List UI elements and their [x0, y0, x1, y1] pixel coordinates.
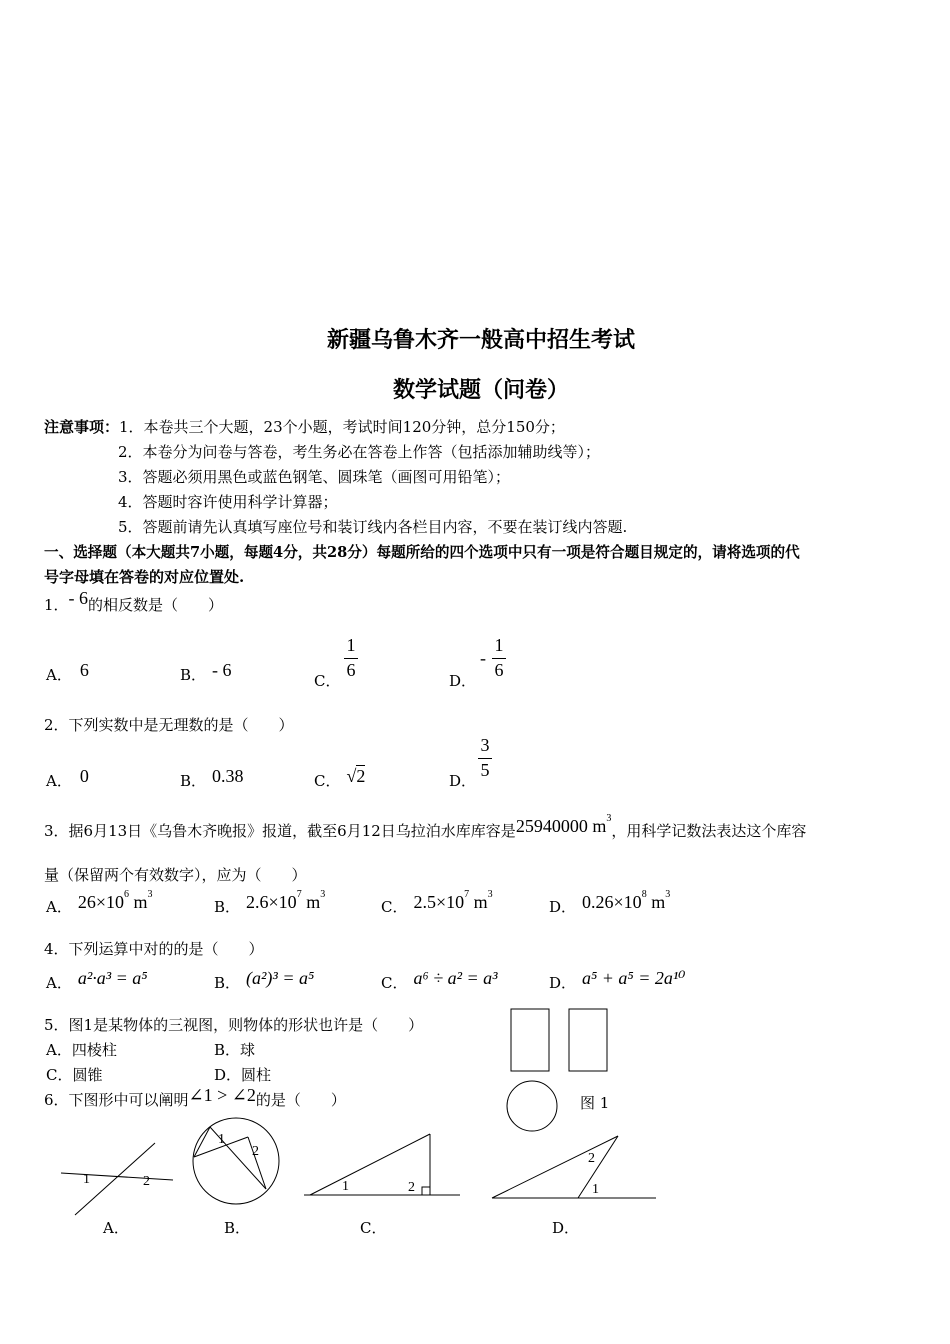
question-3-line-1: 3．据6月13日《乌鲁木齐晚报》报道，截至6月12日乌拉泊水库库容是25940000 $m^3$，用科学记数法表达这个库容 [44, 813, 807, 840]
figure-1-caption: 图 1 [580, 1094, 610, 1112]
notice-item: 3．答题必须用黑色或蓝色钢笔、圆珠笔（画图可用铅笔）； [118, 468, 511, 486]
question-3-line-2: 量（保留两个有效数字），应为（ ） [44, 866, 307, 884]
q5-option-b[interactable]: B．球 [214, 1041, 256, 1059]
q1-expression: - 6 [68, 588, 89, 608]
q6-option-d[interactable]: D． [552, 1219, 580, 1237]
q3-option-b[interactable]: B． $2.6\times 10^7$ $m^3$ [214, 889, 326, 916]
angle-2-label: 2 [252, 1144, 259, 1159]
top-view [507, 1081, 557, 1131]
figure-c [300, 1130, 465, 1200]
question-1: 1．- 6的相反数是（ ） [44, 588, 224, 614]
q2-option-d[interactable]: D． [449, 772, 477, 790]
q2-option-d-fraction: 3 5 [478, 736, 492, 781]
sqrt-icon: √ [346, 766, 357, 786]
q1-option-c[interactable]: C． [314, 672, 341, 690]
q2-option-a[interactable]: A． 0 [46, 766, 89, 790]
q3-option-d[interactable]: D． $0.26\times 10^8$ $m^3$ [549, 889, 671, 916]
q4-option-b[interactable]: B． (a²)³ = a⁵ [214, 968, 315, 992]
exam-title: 新疆乌鲁木齐一般高中招生考试 [326, 328, 635, 353]
q6-option-a[interactable]: A． [103, 1219, 129, 1237]
question-4: 4．下列运算中对的的是（ ） [44, 940, 264, 958]
notice-item: 1．本卷共三个大题，23个小题，考试时间120分钟，总分150分； [119, 418, 565, 436]
q4-option-d[interactable]: D． a⁵ + a⁵ = 2a¹⁰ [549, 968, 686, 992]
angle-1-label: 1 [592, 1182, 599, 1197]
notice-item: 5．答题前请先认真填写座位号和装订线内各栏目内容，不要在装订线内答题. [118, 518, 628, 536]
exam-subtitle: 数学试题（问卷） [392, 378, 569, 403]
right-angle-marker [422, 1187, 430, 1195]
question-5: 5．图1是某物体的三视图，则物体的形状也许是（ ） [44, 1016, 424, 1034]
figure-b [190, 1115, 290, 1215]
figure-a [55, 1135, 185, 1225]
angle-2-label: 2 [408, 1180, 415, 1195]
circle [193, 1118, 279, 1204]
q3-option-a[interactable]: A． $26\times 10^6$ $m^3$ [46, 889, 153, 916]
q2-option-b[interactable]: B． 0.38 [180, 766, 244, 790]
notice-line-1 [44, 416, 565, 437]
section-heading: 号字母填在答卷的对应位置处. [44, 568, 245, 586]
notice-label: 注意事项： [44, 418, 120, 436]
q1-option-a[interactable]: A． 6 [46, 660, 89, 684]
q1-option-d[interactable]: D． [449, 672, 477, 690]
q6-option-b[interactable]: B． [224, 1219, 251, 1237]
figure-d [488, 1132, 663, 1202]
side-view [569, 1009, 607, 1071]
angle-1-label: 1 [83, 1172, 90, 1187]
angle-1-label: 1 [218, 1132, 225, 1147]
line-1 [61, 1173, 173, 1180]
q4-option-a[interactable]: A． a²·a³ = a⁵ [46, 968, 148, 992]
q5-option-a[interactable]: A．四棱柱 [46, 1041, 117, 1059]
notice-item: 2．本卷分为问卷与答卷，考生务必在答卷上作答（包括添加辅助线等）； [118, 443, 601, 461]
q5-option-d[interactable]: D．圆柱 [214, 1066, 272, 1084]
q1-option-b[interactable]: B． - 6 [180, 660, 232, 684]
angle-2-label: 2 [143, 1174, 150, 1189]
q2-option-c[interactable]: C． √2 [314, 766, 366, 790]
q5-option-c[interactable]: C．圆锥 [46, 1066, 103, 1084]
question-2: 2．下列实数中是无理数的是（ ） [44, 716, 294, 734]
notice-item: 4．答题时容许使用科学计算器； [118, 493, 338, 511]
q3-option-c[interactable]: C． $2.5\times 10^7$ $m^3$ [381, 889, 493, 916]
q1-option-c-fraction: 1 6 [344, 636, 358, 681]
section-heading: 一、选择题（本大题共7小题，每题4分，共28分）每题所给的四个选项中只有一项是符合题目规定的，请将选项的代 [44, 544, 800, 561]
angle-2-label: 2 [588, 1151, 595, 1166]
front-view [511, 1009, 549, 1071]
three-view-figure [500, 1005, 620, 1135]
q1-option-d-fraction: 1 6 [492, 636, 506, 681]
angle-1-label: 1 [342, 1179, 349, 1194]
q6-option-c[interactable]: C． [360, 1219, 387, 1237]
question-6: 6．下图形中可以阐明∠1 > ∠2的是（ ） [44, 1085, 346, 1109]
q1-option-d-sign: - [480, 648, 486, 668]
q4-option-c[interactable]: C． a⁶ ÷ a² = a³ [381, 968, 498, 992]
